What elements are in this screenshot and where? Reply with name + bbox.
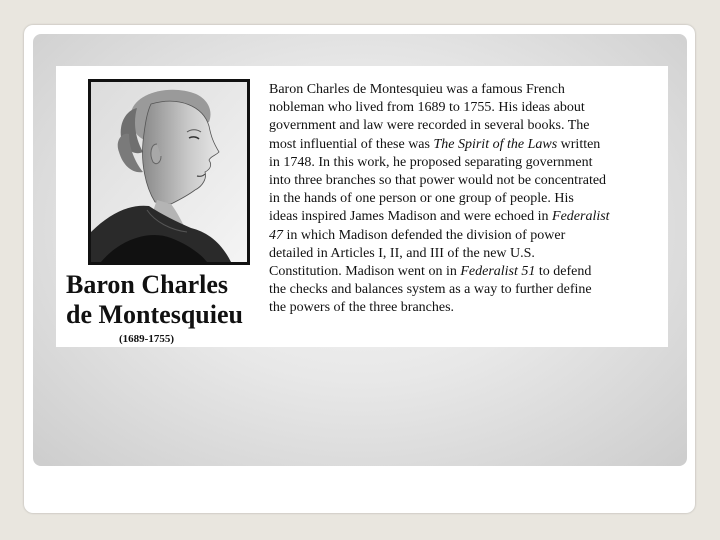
biography-text [269,81,668,318]
bio-italic-title: Federalist [552,209,610,225]
bio-line: Constitution. Madison went on in Federalist 51 to defend [269,264,592,280]
bio-line: the checks and balances system as a way to further define [269,282,592,298]
bio-line: in 1748. In this work, he proposed separating government [269,154,593,170]
bio-italic-title: The Spirit of the Laws [433,136,558,152]
bio-line: in the hands of one person or one group of people. His [269,191,574,207]
bio-line: Baron Charles de Montesquieu was a famous French [269,82,565,97]
portrait-engraving-icon [88,79,250,265]
bio-line: into three branches so that power would not be concentrated [269,173,607,189]
name-line-2: de Montesquieu [66,300,243,329]
bio-line: the powers of the three branches. [269,300,455,316]
bio-line: nobleman who lived from 1689 to 1755. His ideas about [269,100,585,116]
bio-line: government and law were recorded in several books. The [269,118,590,134]
bio-italic-title: Federalist 51 [460,264,536,280]
article-image [56,66,668,347]
bio-line: ideas inspired James Madison and were echoed in Federalist [269,209,610,225]
portrait-drawing [91,82,247,262]
bio-line: most influential of these was The Spirit of the Laws written [269,136,601,152]
bio-line: 47 in which Madison defended the division of power [269,227,566,243]
life-dates: (1689-1755) [119,333,174,345]
bio-italic-title: 47 [269,227,283,243]
name-line-1: Baron Charles [66,270,229,299]
bio-line: detailed in Articles I, II, and III of the new U.S. [269,245,535,261]
